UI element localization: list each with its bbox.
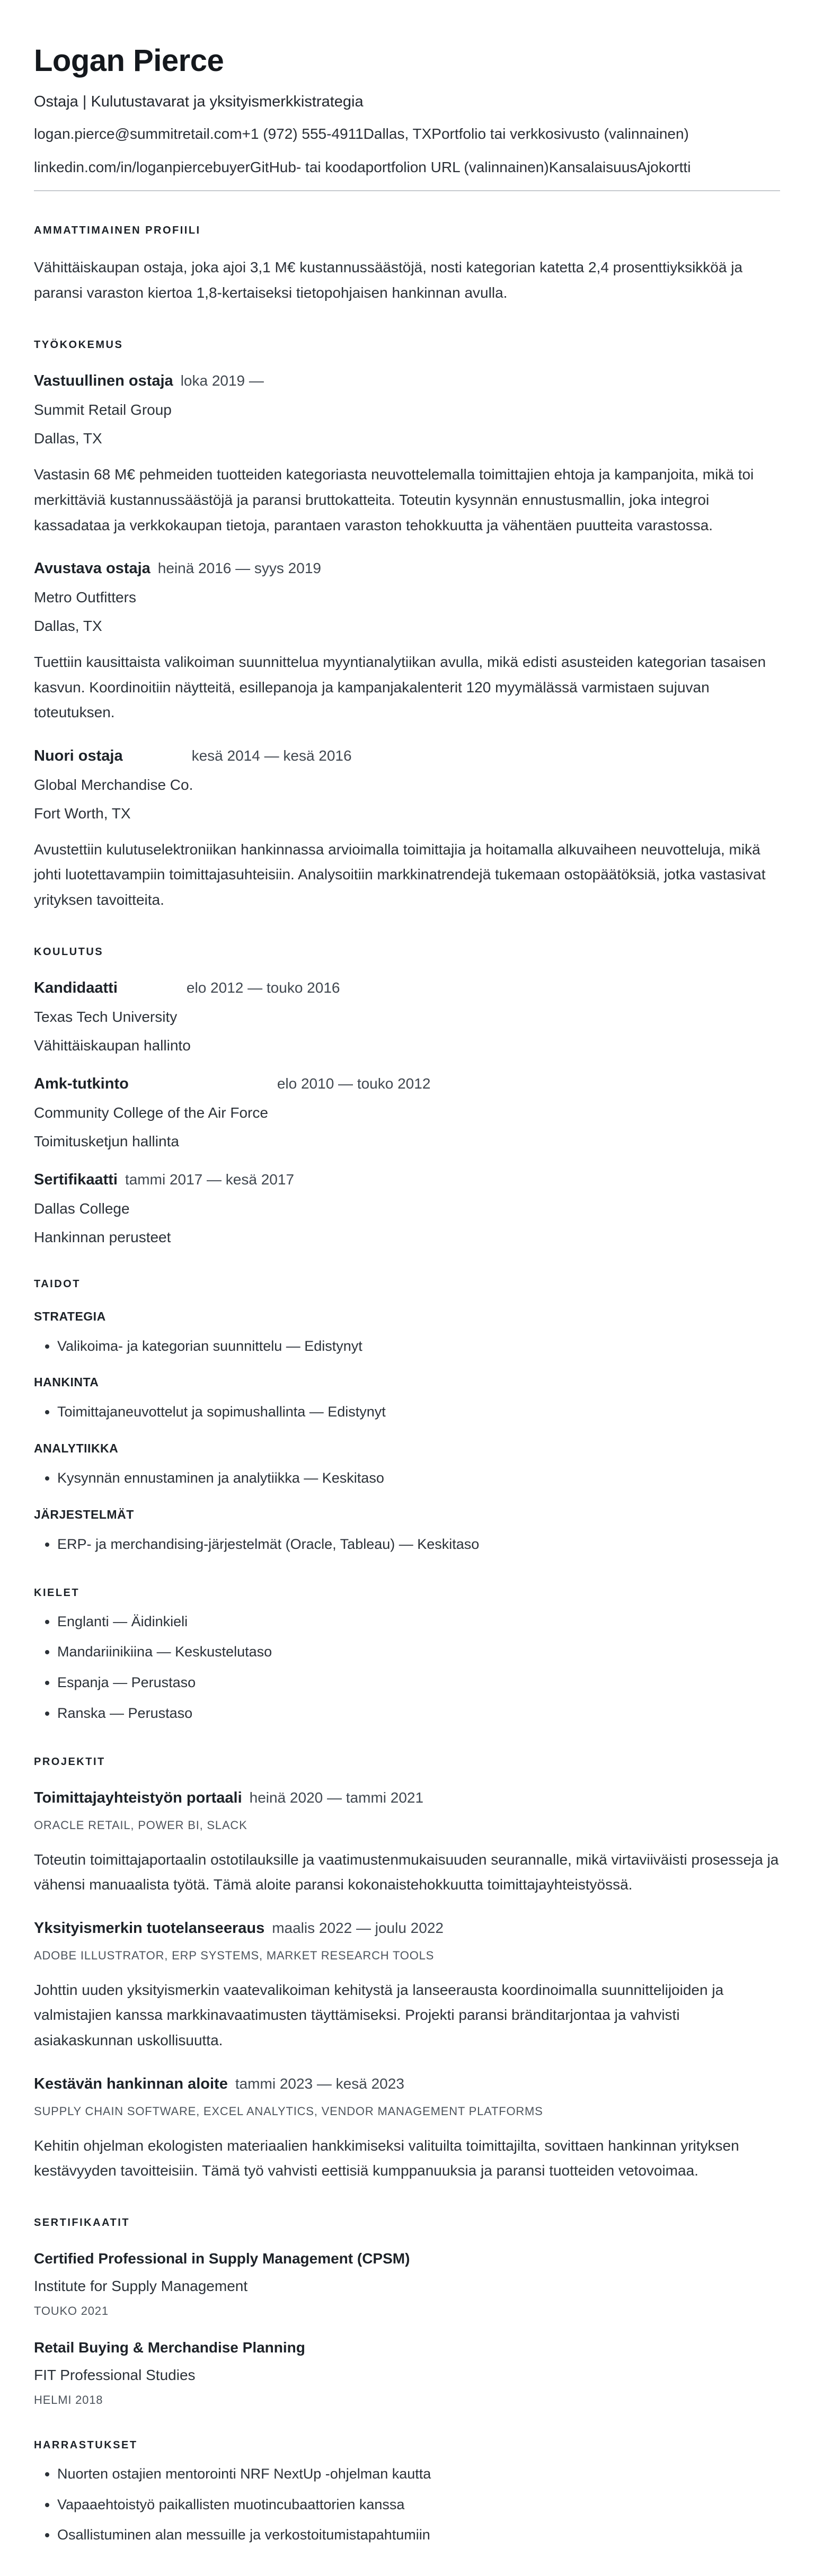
experience-heading: TYÖKOKEMUS	[34, 339, 123, 351]
certification-entry	[34, 2251, 780, 2317]
hobby-item: • Osallistuminen alan messuille ja verkostoitumistapahtumiin	[57, 2526, 780, 2544]
education-degree: Sertifikaatti	[34, 1171, 118, 1188]
section-hobbies	[34, 2440, 780, 2544]
project-entry	[34, 1790, 780, 1897]
job-title: Nuori ostaja	[34, 747, 123, 764]
header-divider	[34, 190, 780, 191]
skill-category: HANKINTA	[34, 1375, 99, 1389]
job-title: Avustava ostaja	[34, 560, 151, 577]
skill-item: • Toimittajaneuvottelut ja sopimushallinta — Edistynyt	[57, 1403, 780, 1421]
project-description: Kehitin ohjelman ekologisten materiaalien hankkimiseksi valituilta toimittajilta, sovittaen hankinnan yrityksen kestävyyden tavoitteisiin. Tämä työ vahvisti eettisiä kumppanuuksia ja paransi tuotteiden vetovoimaa.	[34, 2137, 739, 2179]
education-degree: Kandidaatti	[34, 979, 118, 996]
skill-group	[34, 1376, 780, 1421]
skill-item: • ERP- ja merchandising-järjestelmät (Oracle, Tableau) — Keskitaso	[57, 1536, 780, 1554]
project-entry	[34, 1921, 780, 2053]
education-school: Dallas College	[34, 1200, 130, 1217]
job-dates: kesä 2014 — kesä 2016	[191, 747, 352, 764]
hobby-item: • Nuorten ostajien mentorointi NRF NextUp -ohjelman kautta	[57, 2465, 780, 2483]
project-title-row	[34, 2076, 780, 2092]
project-name: Yksityismerkin tuotelanseeraus	[34, 1919, 265, 1937]
project-entry	[34, 2076, 780, 2183]
education-dates: elo 2012 — touko 2016	[186, 979, 340, 996]
projects-heading: PROJEKTIT	[34, 1755, 105, 1768]
job-entry	[34, 561, 780, 725]
education-school: Community College of the Air Force	[34, 1104, 268, 1121]
skill-category: STRATEGIA	[34, 1309, 106, 1323]
education-title-row	[34, 981, 780, 996]
skill-list	[34, 1403, 780, 1421]
job-entry	[34, 748, 780, 913]
job-description: Vastasin 68 M€ pehmeiden tuotteiden kategoriasta neuvottelemalla toimittajien ehtoja ja kampanjoita, mikä toi merkittäviä kustannussäästöjä ja paransi bruttokatteita. Toteutin kysynnän ennustusmallin, joka integroi kassadataa ja verkkokaupan tietoja, parantaen varaston tehokkuutta ja vähentäen puutteita varastossa.	[34, 466, 754, 533]
education-title-row	[34, 1076, 780, 1092]
education-heading: KOULUTUS	[34, 946, 104, 958]
education-entry	[34, 981, 780, 1053]
project-tools: ORACLE RETAIL, POWER BI, SLACK	[34, 1818, 247, 1832]
education-field: Toimitusketjun hallinta	[34, 1133, 179, 1149]
skill-item: • Kysynnän ennustaminen ja analytiikka — Keskitaso	[57, 1469, 780, 1487]
skill-category: JÄRJESTELMÄT	[34, 1507, 134, 1521]
job-title-row	[34, 748, 780, 764]
hobby-item: • Vapaaehtoistyö paikallisten muotincubaattorien kanssa	[57, 2496, 780, 2514]
education-entry	[34, 1172, 780, 1245]
job-title-row	[34, 561, 780, 576]
education-entry	[34, 1076, 780, 1149]
job-title: Vastuullinen ostaja	[34, 372, 173, 390]
education-field: Hankinnan perusteet	[34, 1228, 171, 1245]
section-profile	[34, 225, 780, 306]
skill-group	[34, 1442, 780, 1487]
project-tools: SUPPLY CHAIN SOFTWARE, EXCEL ANALYTICS, VENDOR MANAGEMENT PLATFORMS	[34, 2104, 543, 2118]
language-item: • Mandariinikiina — Keskustelutaso	[57, 1643, 780, 1661]
certification-date: TOUKO 2021	[34, 2304, 109, 2317]
language-item: • Englanti — Äidinkieli	[57, 1613, 780, 1631]
languages-heading: KIELET	[34, 1586, 80, 1599]
job-title-row	[34, 373, 780, 389]
education-school: Texas Tech University	[34, 1008, 178, 1025]
project-description: Johttin uuden yksityismerkin vaatevalikoiman kehitystä ja lanseerausta koordinoimalla suunnittelijoiden ja valmistajien kanssa markkinavaatimusten täyttämiseksi. Projekti paransi bränditarjontaa ja vahvisti asiakaskunnan uskollisuutta.	[34, 1981, 724, 2049]
education-dates: tammi 2017 — kesä 2017	[125, 1171, 295, 1188]
skill-list	[34, 1536, 780, 1554]
project-title-row	[34, 1921, 780, 1936]
education-field: Vähittäiskaupan hallinto	[34, 1037, 191, 1054]
section-experience	[34, 340, 780, 912]
job-entry	[34, 373, 780, 538]
section-languages	[34, 1588, 780, 1723]
skill-list	[34, 1338, 780, 1356]
project-dates: tammi 2023 — kesä 2023	[235, 2075, 404, 2092]
certifications-heading: SERTIFIKAATIT	[34, 2216, 130, 2229]
certification-issuer: FIT Professional Studies	[34, 2366, 196, 2383]
resume-header	[34, 43, 780, 191]
language-list	[34, 1613, 780, 1723]
project-dates: maalis 2022 — joulu 2022	[272, 1919, 444, 1936]
job-description: Tuettiin kausittaista valikoiman suunnittelua myyntianalytiikan avulla, mikä edisti asusteiden kategorian tasaisen kasvun. Koordinoitiin näytteitä, esillepanoja ja kampanjakalenterit 120 myymälässä varmistaen sujuvan toteutuksen.	[34, 654, 766, 721]
job-dates: loka 2019 —	[180, 372, 264, 389]
skill-group	[34, 1311, 780, 1356]
skills-heading: TAIDOT	[34, 1278, 81, 1290]
education-degree: Amk-tutkinto	[34, 1075, 129, 1092]
profile-text: Vähittäiskaupan ostaja, joka ajoi 3,1 M€ kustannussäästöjä, nosti kategorian katetta 2,4 prosenttiyksikköä ja paransi varaston kiertoa 1,8-kertaiseksi tietopohjaisen hankinnan avulla.	[34, 259, 743, 301]
job-dates: heinä 2016 — syys 2019	[157, 560, 321, 577]
profile-heading: AMMATTIMAINEN PROFIILI	[34, 225, 201, 236]
project-name: Kestävän hankinnan aloite	[34, 2075, 228, 2092]
contact-line-1: logan.pierce@summitretail.com+1 (972) 555-4911Dallas, TXPortfolio tai verkkosivusto (valinnainen)	[34, 126, 689, 142]
project-title-row	[34, 1790, 780, 1806]
project-description: Toteutin toimittajaportaalin ostotilauksille ja vaatimustenmukaisuuden seurannalle, mikä virtaviiväisti prosesseja ja vähensi manuaalista työtä. Tämä aloite paransi kokonaistehokkuutta toimittajayhteistyössä.	[34, 1851, 779, 1893]
certification-name: Certified Professional in Supply Management (CPSM)	[34, 2250, 410, 2267]
job-company: Metro Outfitters	[34, 589, 136, 606]
language-item: • Espanja — Perustaso	[57, 1674, 780, 1692]
hobby-list	[34, 2465, 780, 2544]
job-location: Dallas, TX	[34, 430, 102, 447]
skill-item: • Valikoima- ja kategorian suunnittelu — Edistynyt	[57, 1338, 780, 1356]
section-education	[34, 947, 780, 1245]
job-location: Fort Worth, TX	[34, 805, 131, 822]
job-company: Global Merchandise Co.	[34, 776, 193, 793]
skill-group	[34, 1509, 780, 1554]
job-description: Avustettiin kulutuselektroniikan hankinnassa arvioimalla toimittajia ja hoitamalla alkuvaiheen neuvotteluja, mikä johti luotettavampiin toimittajasuhteisiin. Analysoitiin markkinatrendejä tukemaan ostopäätöksiä, jotka vastasivat yrityksen tavoitteita.	[34, 841, 766, 908]
person-title: Ostaja | Kulutustavarat ja yksityismerkkistrategia	[34, 93, 364, 110]
contact-line-2: linkedin.com/in/loganpiercebuyerGitHub- tai koodaportfolion URL (valinnainen)KansalaisuusAjokortti	[34, 159, 691, 175]
section-projects	[34, 1757, 780, 2183]
skill-category: ANALYTIIKKA	[34, 1441, 119, 1456]
skill-list	[34, 1469, 780, 1487]
job-location: Dallas, TX	[34, 618, 102, 635]
certification-date: HELMI 2018	[34, 2393, 103, 2406]
certification-name: Retail Buying & Merchandise Planning	[34, 2339, 305, 2356]
job-company: Summit Retail Group	[34, 402, 172, 418]
person-name: Logan Pierce	[34, 43, 224, 78]
project-name: Toimittajayhteistyön portaali	[34, 1789, 242, 1806]
education-title-row	[34, 1172, 780, 1188]
project-tools: ADOBE ILLUSTRATOR, ERP SYSTEMS, MARKET RESEARCH TOOLS	[34, 1948, 435, 1962]
section-skills	[34, 1279, 780, 1554]
resume-document	[34, 43, 780, 2544]
section-certifications	[34, 2217, 780, 2406]
certification-entry	[34, 2340, 780, 2406]
certification-issuer: Institute for Supply Management	[34, 2277, 248, 2294]
project-dates: heinä 2020 — tammi 2021	[249, 1789, 424, 1806]
education-dates: elo 2010 — touko 2012	[277, 1075, 431, 1092]
language-item: • Ranska — Perustaso	[57, 1705, 780, 1723]
hobbies-heading: HARRASTUKSET	[34, 2439, 138, 2451]
